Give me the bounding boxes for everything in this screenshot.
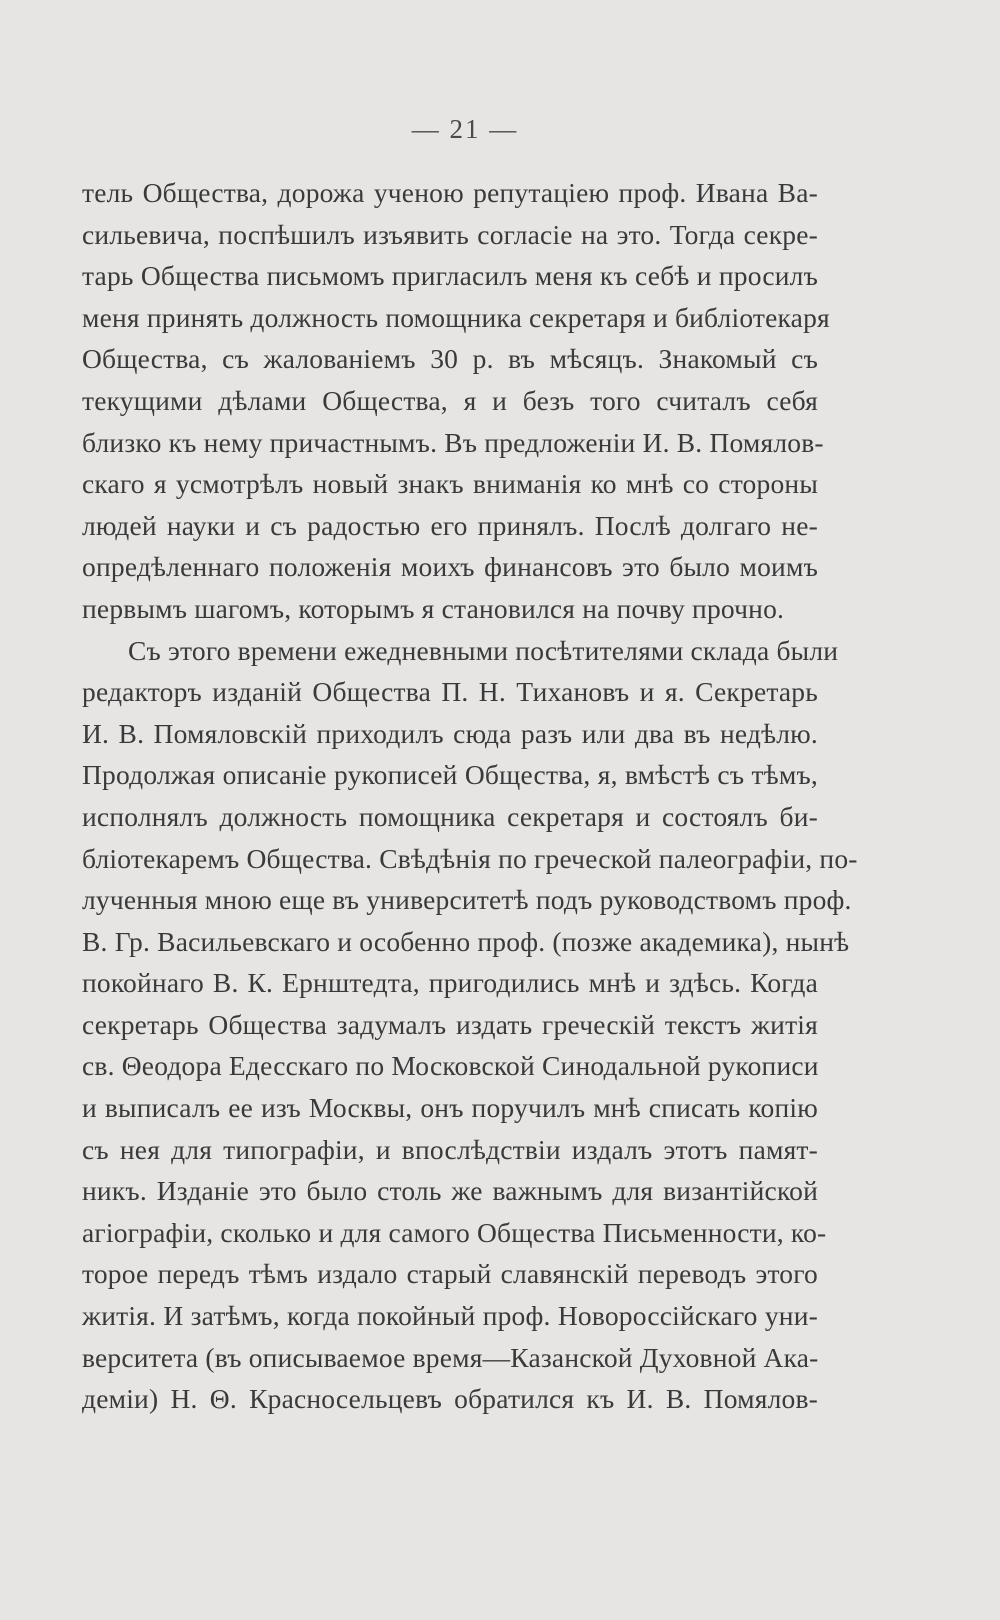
- text-line: никъ. Изданіе это было столь же важнымъ для византійской: [82, 1175, 818, 1207]
- text-line: торое передъ тѣмъ издало старый славянскій переводъ этого: [82, 1258, 818, 1290]
- text-line: тель Общества, дорожа ученою репутаціею проф. Ивана Ва-: [82, 177, 818, 208]
- text-line: первымъ шагомъ, которымъ я становился на почву прочно.: [82, 592, 785, 624]
- text-line: и выписалъ ее изъ Москвы, онъ поручилъ мнѣ списать копію: [82, 1092, 818, 1124]
- text-line: секретарь Общества задумалъ издать греческій текстъ житія: [82, 1008, 818, 1040]
- text-line: съ нея для типографіи, и впослѣдствіи издалъ этотъ памят-: [82, 1133, 818, 1165]
- text-line: редакторъ изданій Общества П. Н. Тихановъ и я. Секретарь: [82, 676, 818, 708]
- text-line: исполнялъ должность помощника секретаря и состоялъ би-: [82, 800, 818, 832]
- text-line: людей науки и съ радостью его принялъ. Послѣ долгаго не-: [82, 509, 818, 541]
- text-line: сильевича, поспѣшилъ изъявить согласіе на это. Тогда секре-: [82, 218, 818, 250]
- text-line: лученныя мною еще въ университетѣ подъ руководствомъ проф.: [82, 884, 852, 916]
- text-line: В. Гр. Васильевскаго и особенно проф. (позже академика), нынѣ: [82, 925, 850, 957]
- text-line: Съ этого времени ежедневными посѣтителями склада были: [128, 634, 839, 666]
- paragraph-2: [82, 630, 858, 1420]
- text-line: И. В. Помяловскій приходилъ сюда разъ или два въ недѣлю.: [82, 717, 818, 749]
- text-line: опредѣленнаго положенія моихъ финансовъ это было моимъ: [82, 551, 818, 583]
- text-line: скаго я усмотрѣлъ новый знакъ вниманія ко мнѣ со стороны: [82, 468, 818, 500]
- text-line: Продолжая описаніе рукописей Общества, я, вмѣстѣ съ тѣмъ,: [82, 759, 818, 791]
- text-line: св. Θеодора Едесскаго по Московской Синодальной рукописи: [82, 1050, 819, 1082]
- text-line: меня принять должность помощника секретаря и библіотекаря: [82, 301, 830, 333]
- text-line: бліотекаремъ Общества. Свѣдѣнія по греческой палеографіи, по-: [82, 842, 858, 874]
- text-line: тарь Общества письмомъ пригласилъ меня къ себѣ и просилъ: [82, 260, 818, 292]
- text-line: текущими дѣлами Общества, я и безъ того считалъ себя: [82, 384, 818, 416]
- text-line: покойнаго В. К. Ернштедта, пригодились мнѣ и здѣсь. Когда: [82, 967, 818, 999]
- text-line: верситета (въ описываемое время—Казанской Духовной Ака-: [82, 1341, 819, 1373]
- text-line: близко къ нему причастнымъ. Въ предложеніи И. В. Помялов-: [82, 426, 824, 458]
- text-line: агіографіи, сколько и для самого Общества Письменности, ко-: [82, 1216, 827, 1248]
- paragraph-1: [82, 172, 830, 630]
- body-text: [82, 172, 858, 1420]
- text-line: деміи) Н. Θ. Красносельцевъ обратился къ И. В. Помялов-: [82, 1383, 818, 1415]
- page-number: — 21 —: [411, 114, 519, 144]
- text-line: житія. И затѣмъ, когда покойный проф. Новороссійскаго уни-: [82, 1300, 818, 1332]
- text-line: Общества, съ жалованіемъ 30 р. въ мѣсяцъ. Знакомый съ: [82, 343, 818, 375]
